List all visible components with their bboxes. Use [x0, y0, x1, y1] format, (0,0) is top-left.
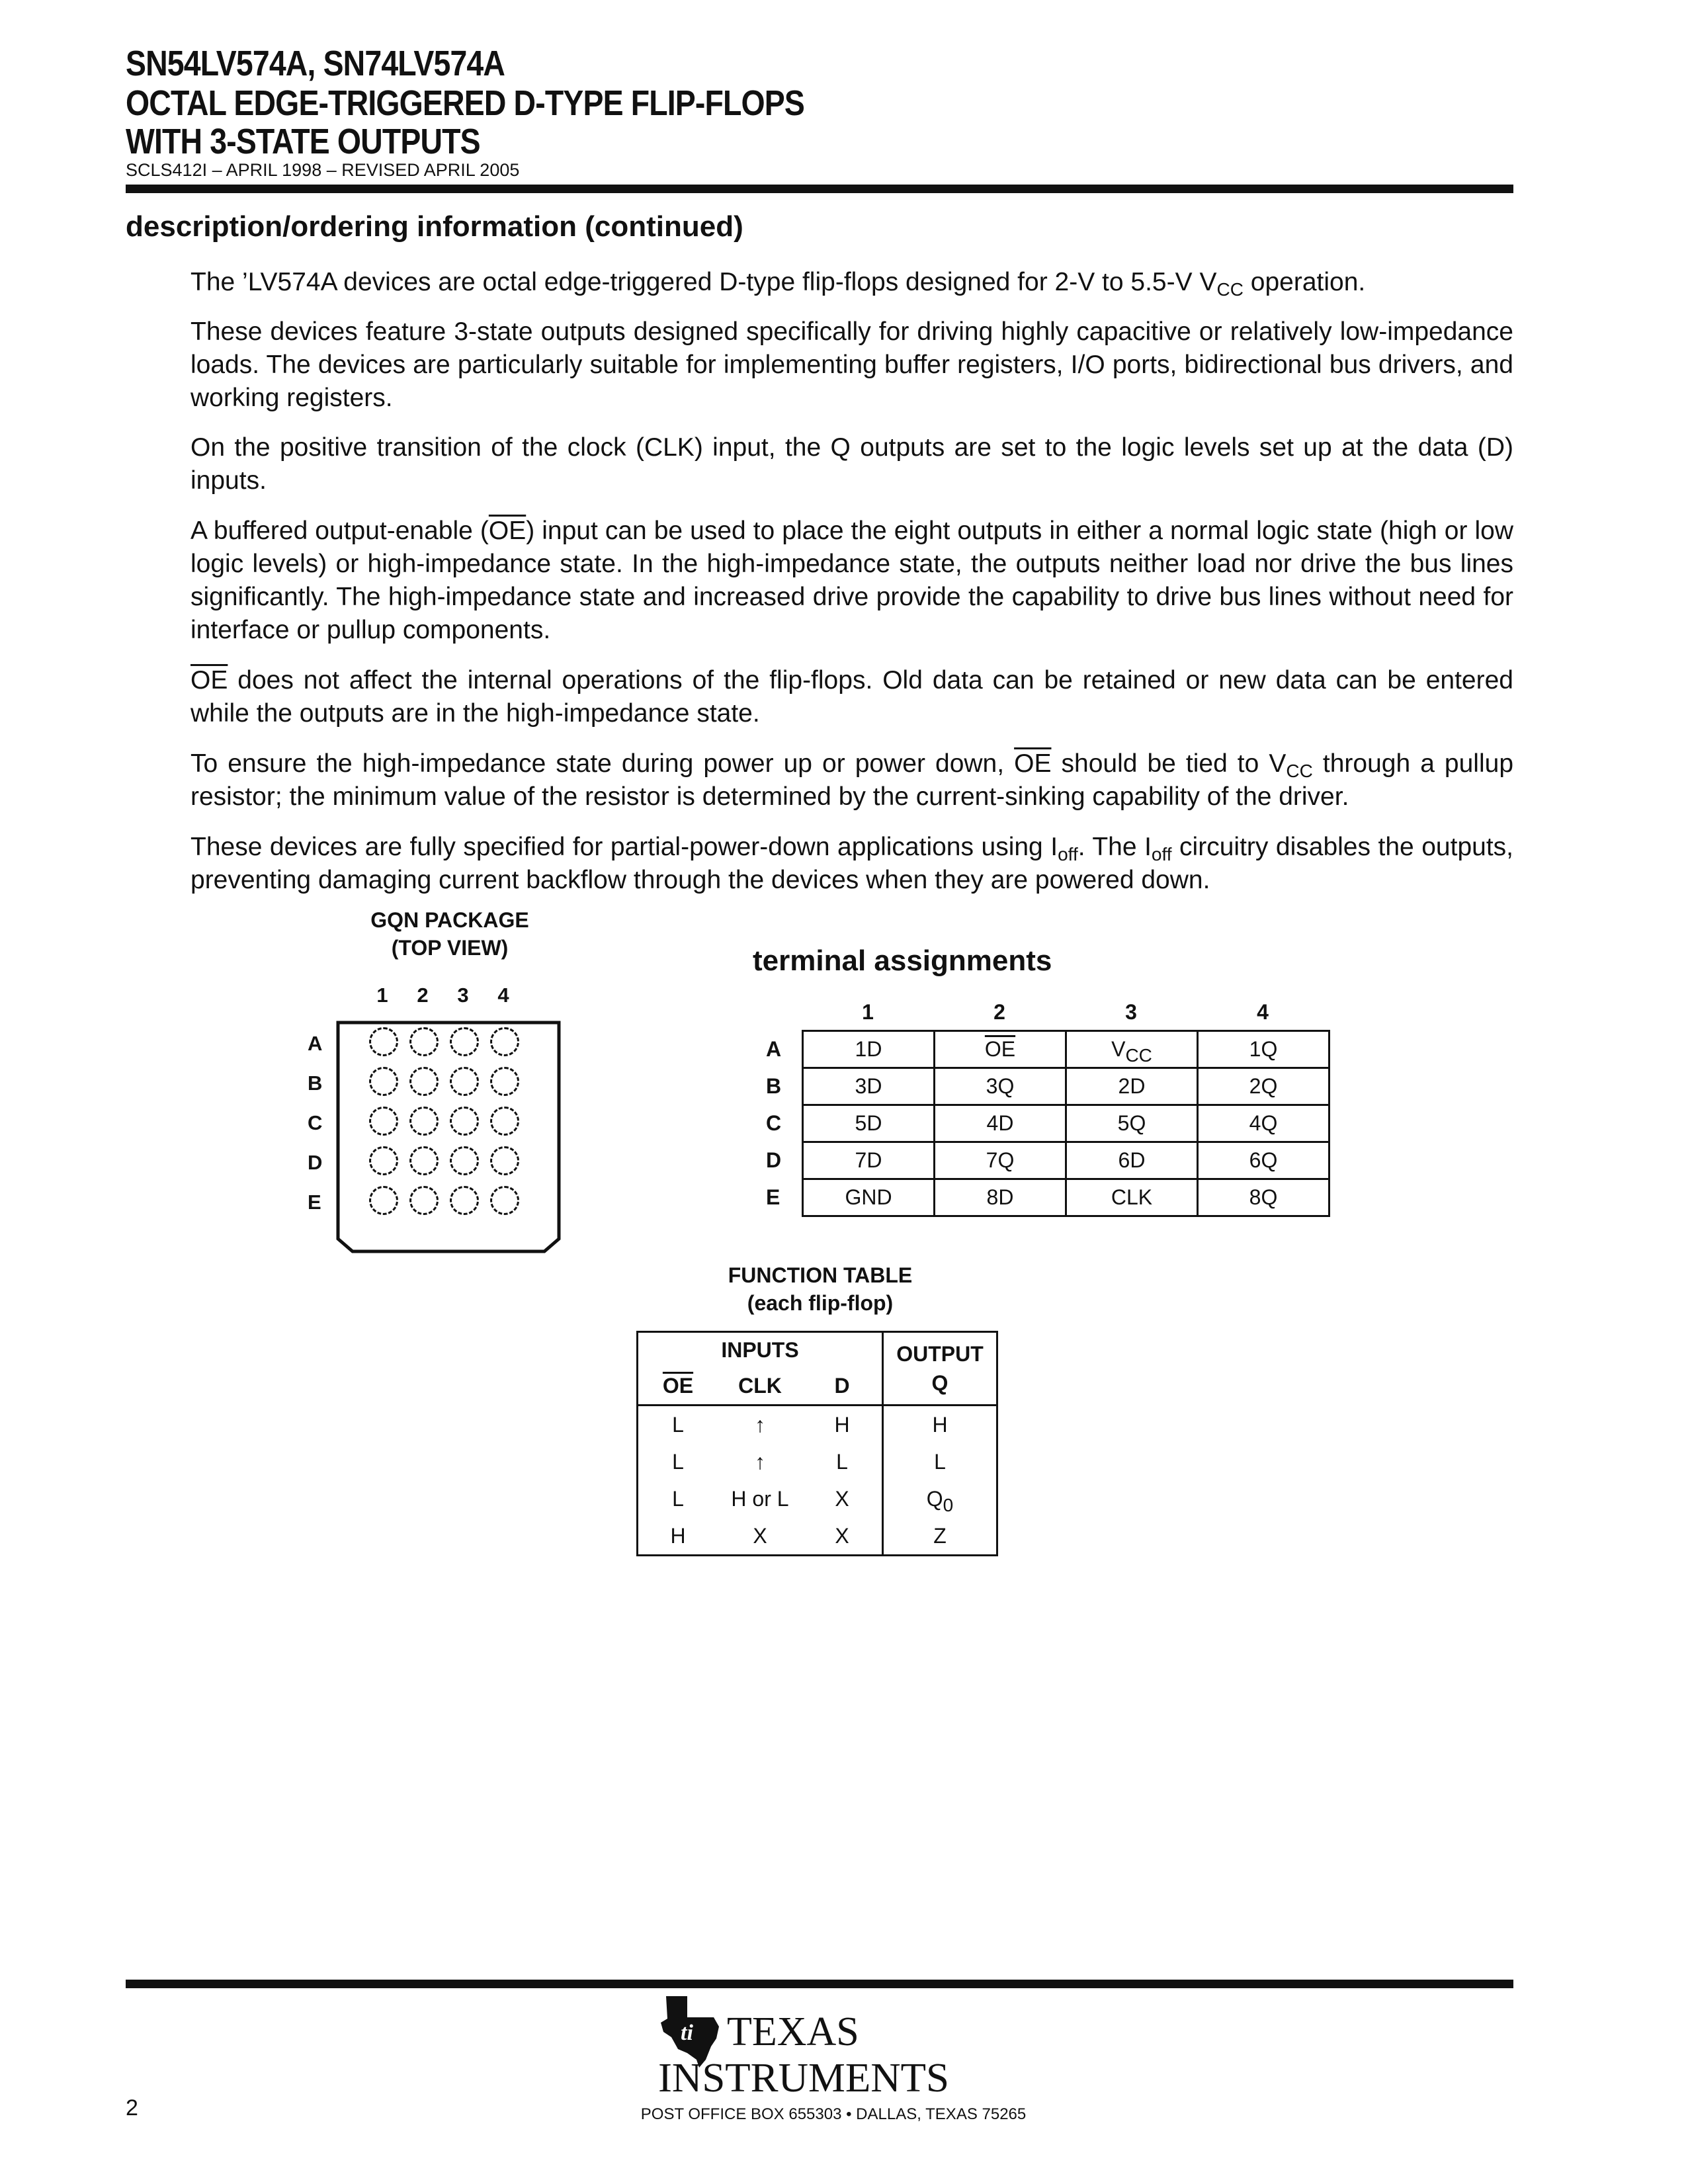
ball-d2 — [409, 1146, 439, 1175]
table-cell — [935, 1031, 1066, 1068]
ball-c3 — [450, 1107, 479, 1136]
ta-row-d: D — [766, 1148, 782, 1172]
cell-d: X — [802, 1517, 883, 1556]
vcc-label: V — [1111, 1037, 1126, 1061]
ball-e1 — [369, 1186, 398, 1215]
package-col-1: 1 — [376, 984, 388, 1007]
paragraph-6 — [190, 747, 1513, 814]
ta-col-1: 1 — [862, 1000, 874, 1024]
ta-row-b: B — [766, 1074, 782, 1098]
cell-oe: L — [638, 1480, 718, 1517]
table-cell: 7D — [803, 1142, 935, 1179]
ball-a3 — [450, 1027, 479, 1056]
table-cell: 6Q — [1198, 1142, 1329, 1179]
ball-e3 — [450, 1186, 479, 1215]
table-cell: 6D — [1066, 1142, 1198, 1179]
cell-oe: L — [638, 1406, 718, 1444]
q-subscript: 0 — [943, 1494, 954, 1515]
package-col-2: 2 — [417, 984, 429, 1007]
ball-b2 — [409, 1067, 439, 1096]
cell-q: H — [883, 1406, 997, 1444]
ball-b1 — [369, 1067, 398, 1096]
ball-d3 — [450, 1146, 479, 1175]
paragraph-2: These devices feature 3-state outputs designed specifically for driving highly capacitive or relatively low-impedance loads. The devices are particularly suitable for implementing buffer registers, I/O ports, bidirectional bus drivers, and working registers. — [190, 317, 1513, 412]
footer-address: POST OFFICE BOX 655303 • DALLAS, TEXAS 75265 — [640, 2105, 1027, 2123]
table-row — [638, 1406, 997, 1444]
output-header — [883, 1332, 997, 1406]
paragraph-4-text: A buffered output-enable ( — [190, 517, 489, 545]
table-row — [803, 1142, 1329, 1179]
paragraph-5-text: does not affect the internal operations of the flip-flops. Old data can be retained or new data can be entered while the outputs are in the high-impedance state. — [190, 666, 1513, 728]
table-cell: 1D — [803, 1031, 935, 1068]
output-q-label: Q — [931, 1371, 949, 1395]
cell-d: L — [802, 1443, 883, 1480]
ball-e4 — [490, 1186, 519, 1215]
package-row-b: B — [308, 1071, 323, 1095]
paragraph-4-tail: ) input can be used to place the eight outputs in either a normal logic state (high or low logic levels) or high-impedance state. In the high-impedance state, the outputs neither load nor drive the bus lines significantly. The high-impedance state and increased drive provide the capability to drive bus lines without need for interface or pullup components. — [190, 517, 1513, 644]
header-rule — [126, 185, 1513, 193]
ball-e2 — [409, 1186, 439, 1215]
page-number: 2 — [126, 2095, 138, 2121]
package-row-c: C — [308, 1111, 323, 1134]
table-header-row — [638, 1332, 997, 1368]
table-row — [803, 1179, 1329, 1216]
paragraph-1 — [190, 266, 1513, 299]
cell-q: L — [883, 1443, 997, 1480]
paragraph-1-text: The ’LV574A devices are octal edge-triggered D-type flip-flops designed for 2-V to 5.5-V V — [190, 268, 1217, 296]
paragraph-7-text: These devices are fully specified for partial-power-down applications using I — [190, 833, 1058, 861]
package-row-a: A — [308, 1032, 323, 1055]
paragraph-6-mid: should be tied to V — [1051, 749, 1287, 778]
table-cell: 2D — [1066, 1068, 1198, 1105]
package-row-e: E — [308, 1191, 321, 1214]
ball-a1 — [369, 1027, 398, 1056]
col-oe-header — [638, 1367, 718, 1406]
cell-q — [883, 1480, 997, 1517]
package-col-4: 4 — [497, 984, 509, 1007]
svg-text:ti: ti — [681, 2021, 693, 2045]
terminal-assignments-table — [802, 1030, 1330, 1217]
table-cell: 2Q — [1198, 1068, 1329, 1105]
paragraph-4 — [190, 515, 1513, 647]
col-clk-header: CLK — [718, 1367, 802, 1406]
oe-signal: $\overline{OE}$ — [488, 517, 527, 545]
ta-col-4: 4 — [1257, 1000, 1269, 1024]
cell-oe: L — [638, 1443, 718, 1480]
doc-title-line1: SN54LV574A, SN74LV574A — [126, 44, 505, 83]
table-row — [803, 1105, 1329, 1142]
function-table — [636, 1331, 998, 1556]
doc-title-line2: OCTAL EDGE-TRIGGERED D-TYPE FLIP-FLOPS — [126, 83, 805, 123]
vcc-subscript: CC — [1286, 761, 1313, 781]
table-cell: GND — [803, 1179, 935, 1216]
cell-d: X — [802, 1480, 883, 1517]
vcc-subscript: CC — [1125, 1045, 1152, 1066]
paragraph-6-tail: through a pullup resistor; the minimum value of the resistor is determined by the current-sinking capability of the driver. — [190, 749, 1514, 811]
ta-row-a: A — [766, 1037, 782, 1061]
ioff-subscript: off — [1151, 844, 1172, 864]
ta-col-3: 3 — [1125, 1000, 1137, 1024]
ball-c2 — [409, 1107, 439, 1136]
logo-instruments: INSTRUMENTS — [658, 2056, 949, 2101]
table-row — [638, 1480, 997, 1517]
package-title: GQN PACKAGE — [370, 908, 529, 932]
paragraph-5 — [190, 664, 1513, 730]
table-row — [803, 1031, 1329, 1068]
cell-oe: H — [638, 1517, 718, 1556]
ball-a2 — [409, 1027, 439, 1056]
footer-rule — [126, 1980, 1513, 1988]
logo-texas: TEXAS — [727, 2009, 859, 2054]
oe-signal: $\overline{OE}$ — [662, 1373, 694, 1398]
ball-c4 — [490, 1107, 519, 1136]
cell-clk: ↑ — [755, 1449, 765, 1474]
paragraph-1-tail: operation. — [1243, 268, 1366, 296]
doc-title-line3: WITH 3-STATE OUTPUTS — [126, 122, 480, 161]
vcc-subscript: CC — [1216, 279, 1244, 300]
paragraph-3: On the positive transition of the clock (CLK) input, the Q outputs are set to the logic levels set up at the data (D) inputs. — [190, 433, 1513, 495]
table-cell: 1Q — [1198, 1031, 1329, 1068]
paragraph-7 — [190, 831, 1513, 897]
inputs-header: INPUTS — [638, 1332, 883, 1368]
ioff-subscript: off — [1058, 844, 1078, 864]
texas-instruments-logo — [658, 1991, 949, 2103]
ball-d4 — [490, 1146, 519, 1175]
oe-signal: $\overline{OE}$ — [1014, 749, 1052, 778]
table-cell: 5D — [803, 1105, 935, 1142]
q-label: Q — [926, 1486, 943, 1511]
table-cell: 7Q — [935, 1142, 1066, 1179]
table-cell: CLK — [1066, 1179, 1198, 1216]
function-table-title: FUNCTION TABLE — [728, 1263, 913, 1287]
paragraph-7-tail: circuitry disables the outputs, preventing damaging current backflow through the devices when they are powered down. — [190, 833, 1513, 894]
terminal-assignments-heading: terminal assignments — [753, 945, 1052, 977]
table-cell: 8D — [935, 1179, 1066, 1216]
table-cell — [1066, 1031, 1198, 1068]
section-heading: description/ordering information (continued) — [126, 210, 743, 243]
package-subtitle: (TOP VIEW) — [391, 936, 509, 960]
paragraph-7-mid: . The I — [1077, 833, 1152, 861]
ball-grid — [364, 1027, 536, 1232]
cell-clk: ↑ — [755, 1412, 765, 1437]
table-row — [638, 1443, 997, 1480]
paragraph-6-text: To ensure the high-impedance state during power up or power down, — [190, 749, 1015, 778]
ta-row-c: C — [766, 1111, 782, 1135]
ball-b4 — [490, 1067, 519, 1096]
oe-signal: $\overline{OE}$ — [190, 666, 228, 694]
table-cell: 3D — [803, 1068, 935, 1105]
table-cell: 5Q — [1066, 1105, 1198, 1142]
ball-b3 — [450, 1067, 479, 1096]
cell-d: H — [802, 1406, 883, 1444]
oe-signal: $\overline{OE}$ — [984, 1037, 1016, 1061]
package-row-d: D — [308, 1151, 323, 1174]
output-label: OUTPUT — [896, 1342, 984, 1366]
table-cell: 3Q — [935, 1068, 1066, 1105]
cell-q: Z — [883, 1517, 997, 1556]
function-table-subtitle: (each flip-flop) — [747, 1291, 894, 1315]
ball-c1 — [369, 1107, 398, 1136]
col-d-header: D — [802, 1367, 883, 1406]
table-cell: 4Q — [1198, 1105, 1329, 1142]
ta-row-e: E — [766, 1185, 781, 1209]
ball-a4 — [490, 1027, 519, 1056]
cell-clk: H or L — [731, 1486, 789, 1511]
table-row — [803, 1068, 1329, 1105]
ta-col-2: 2 — [993, 1000, 1005, 1024]
cell-clk: X — [718, 1517, 802, 1556]
table-cell: 4D — [935, 1105, 1066, 1142]
package-col-3: 3 — [457, 984, 469, 1007]
table-cell: 8Q — [1198, 1179, 1329, 1216]
doc-id: SCLS412I – APRIL 1998 – REVISED APRIL 2005 — [126, 160, 520, 180]
table-row — [638, 1517, 997, 1556]
ball-d1 — [369, 1146, 398, 1175]
